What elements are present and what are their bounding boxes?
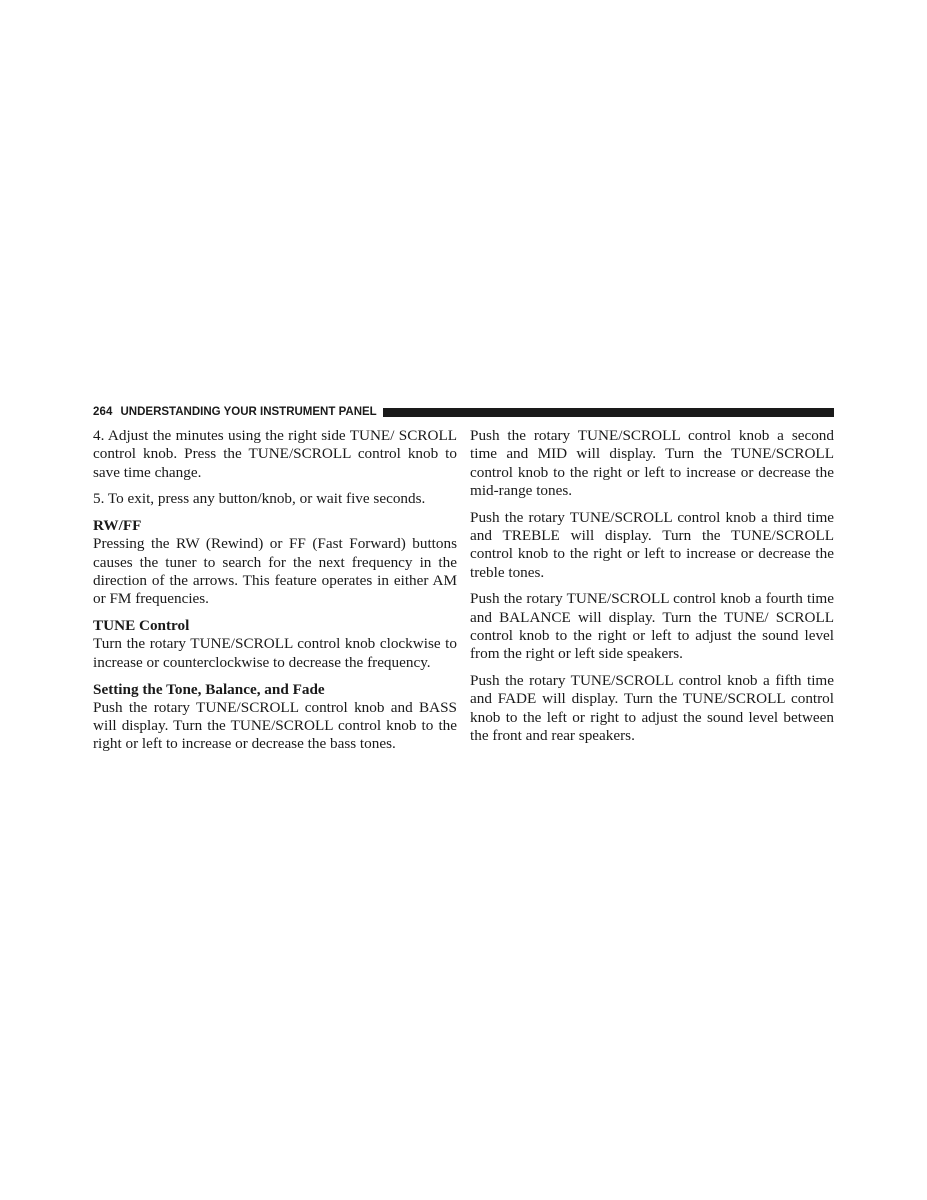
heading-tone-balance-fade: Setting the Tone, Balance, and Fade bbox=[93, 680, 325, 698]
page-header bbox=[93, 404, 834, 420]
section-title: UNDERSTANDING YOUR INSTRUMENT PANEL bbox=[120, 406, 377, 418]
heading-tune-control: TUNE Control bbox=[93, 617, 190, 635]
paragraph-fade: Push the rotary TUNE/SCROLL control knob a fifth time and FADE will display. Turn the TUNE/SCROLL control knob to the left or right to adjust the sound level between the front and rear speakers. bbox=[470, 672, 834, 744]
paragraph-adjust-minutes: 4. Adjust the minutes using the right side TUNE/ SCROLL control knob. Press the TUNE/SCROLL control knob to save time change. bbox=[93, 427, 457, 481]
paragraph-treble: Push the rotary TUNE/SCROLL control knob a third time and TREBLE will display. Turn the TUNE/SCROLL control knob to the right or left to increase or decrease the treble tones. bbox=[470, 508, 834, 581]
paragraph-exit: 5. To exit, press any button/knob, or wait five seconds. bbox=[93, 490, 426, 508]
heading-rw-ff: RW/FF bbox=[93, 517, 142, 535]
paragraph-bass: Push the rotary TUNE/SCROLL control knob and BASS will display. Turn the TUNE/SCROLL control knob to the right or left to increase or decrease the bass tones. bbox=[93, 698, 457, 753]
left-column bbox=[93, 427, 457, 762]
header-rule bbox=[383, 408, 834, 417]
paragraph-tune-control: Turn the rotary TUNE/SCROLL control knob clockwise to increase or counterclockwise to decrease the frequency. bbox=[93, 635, 457, 671]
paragraph-balance: Push the rotary TUNE/SCROLL control knob a fourth time and BALANCE will display. Turn the TUNE/ SCROLL control knob to the right or left to adjust the sound level from the right or left side speakers. bbox=[470, 590, 834, 663]
right-column bbox=[470, 427, 834, 754]
page-number: 264 bbox=[93, 406, 113, 418]
paragraph-mid: Push the rotary TUNE/SCROLL control knob a second time and MID will display. Turn the TUNE/SCROLL control knob to the right or left to increase or decrease the mid-range tones. bbox=[470, 427, 834, 499]
paragraph-rw-ff: Pressing the RW (Rewind) or FF (Fast Forward) buttons causes the tuner to search for the next frequency in the direction of the arrows. This feature operates in either AM or FM frequencies. bbox=[93, 535, 457, 608]
